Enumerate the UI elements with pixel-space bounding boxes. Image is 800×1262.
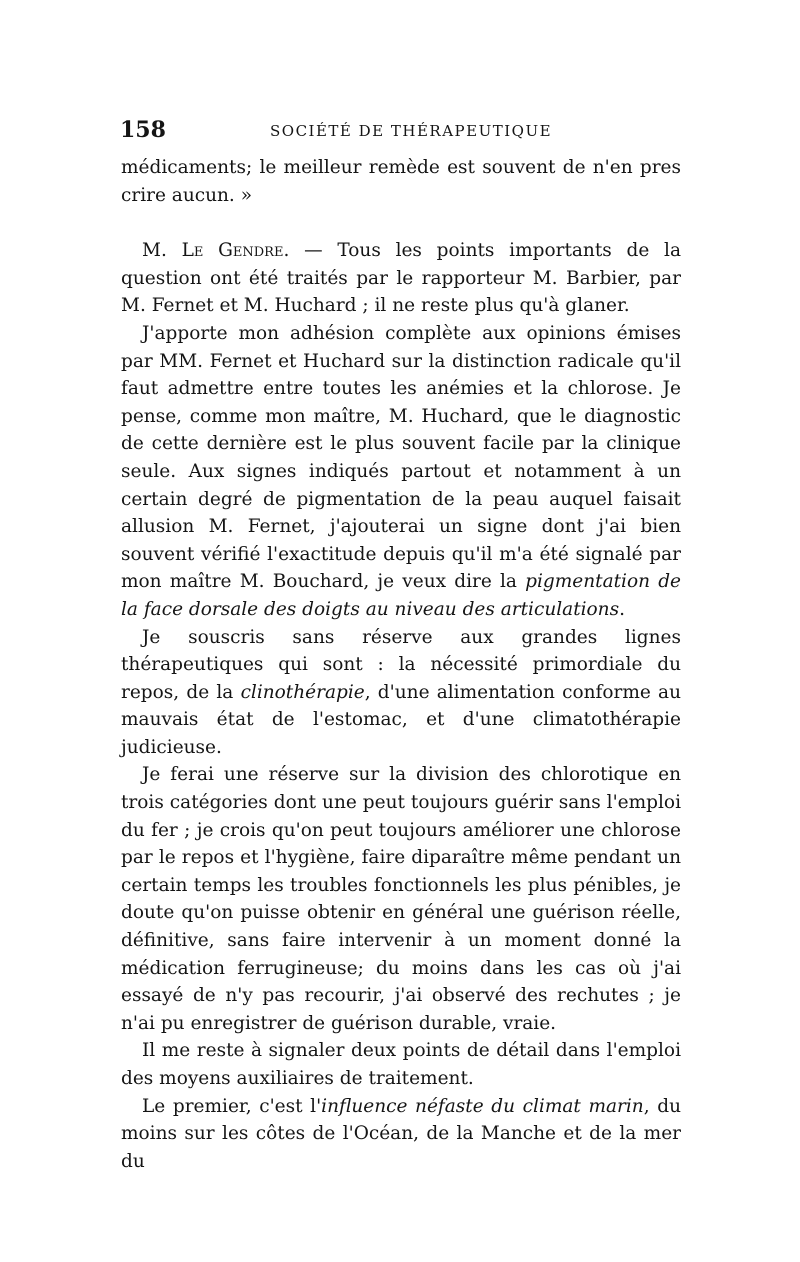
body-text xyxy=(121,154,681,1175)
paragraph-reserve: Je ferai une réserve sur la division des chlorotique en trois catégories dont une peut toujours guérir sans l'emploi du fer ; je crois qu'on peut toujours améliorer une chlorose par le repos et l'hygiène, faire diparaître même pendant un certain temps les troubles fonctionnels les plus pénibles, je doute qu'on puisse obtenir en général une guérison réelle, définitive, sans faire intervenir à un moment donné la médication ferrugineuse; du moins dans les cas où j'ai essayé de n'y pas recourir, j'ai observé des rechutes ; je n'ai pu enregistrer de guérison durable, vraie. xyxy=(121,764,681,1034)
speaker-title: M. xyxy=(142,240,167,262)
paragraph-therapeutics xyxy=(121,624,681,762)
paragraph-climate xyxy=(121,1093,681,1176)
paragraph-text: Je souscris sans réserve aux grandes lignes thérapeutiques qui sont : la nécessité primordiale du repos, de la xyxy=(121,626,681,703)
running-title: SOCIÉTÉ DE THÉRAPEUTIQUE xyxy=(270,122,553,140)
italic-phrase: pigmentation de la face dorsale des doigts au niveau des articulations xyxy=(121,571,681,620)
paragraph-text: — Tous les points importants de la question ont été traités par le rapporteur M. Barbier, par M. Fernet et M. Huchard ; il ne reste plus qu'à glaner. xyxy=(121,240,682,317)
paragraph-spacer xyxy=(121,209,681,237)
paragraph-text: , du moins sur les côtes de l'Océan, de la Manche et de la mer du xyxy=(121,1095,681,1172)
paragraph-text: , d'une alimentation conforme au mauvais état de l'estomac, et d'une climatothérapie judicieuse. xyxy=(121,681,681,758)
speaker-name: Le Gendre. xyxy=(181,240,290,262)
paragraph-details: Il me reste à signaler deux points de détail dans l'emploi des moyens auxiliaires de traitement. xyxy=(121,1040,681,1089)
italic-phrase: clinothérapie xyxy=(240,681,365,703)
italic-phrase: influence néfaste du climat marin xyxy=(321,1095,644,1117)
paragraph-text: Le premier, c'est l' xyxy=(142,1095,322,1117)
paragraph-continuation: médicaments; le meilleur remède est souvent de n'en pres crire aucun. » xyxy=(121,157,681,206)
paragraph-text: J'apporte mon adhésion complète aux opinions émises par MM. Fernet et Huchard sur la distinction radicale qu'il faut admettre entre toutes les anémies et la chlorose. Je pense, comme mon maître, M. Huchard, que le diagnostic de cette dernière est le plus souvent facile par la clinique seule. Aux signes indiqués partout et notamment à un certain degré de pigmentation de la peau auquel faisait allusion M. Fernet, j'ajouterai un signe dont j'ai bien souvent vérifié l'exactitude depuis qu'il m'a été signalé par mon maître M. Bouchard, je veux dire la xyxy=(121,322,681,593)
page-number: 158 xyxy=(120,117,166,143)
paragraph-text: . xyxy=(619,598,625,620)
running-head xyxy=(120,116,682,146)
paragraph-le-gendre xyxy=(121,237,681,320)
paragraph-adhesion xyxy=(121,320,681,624)
